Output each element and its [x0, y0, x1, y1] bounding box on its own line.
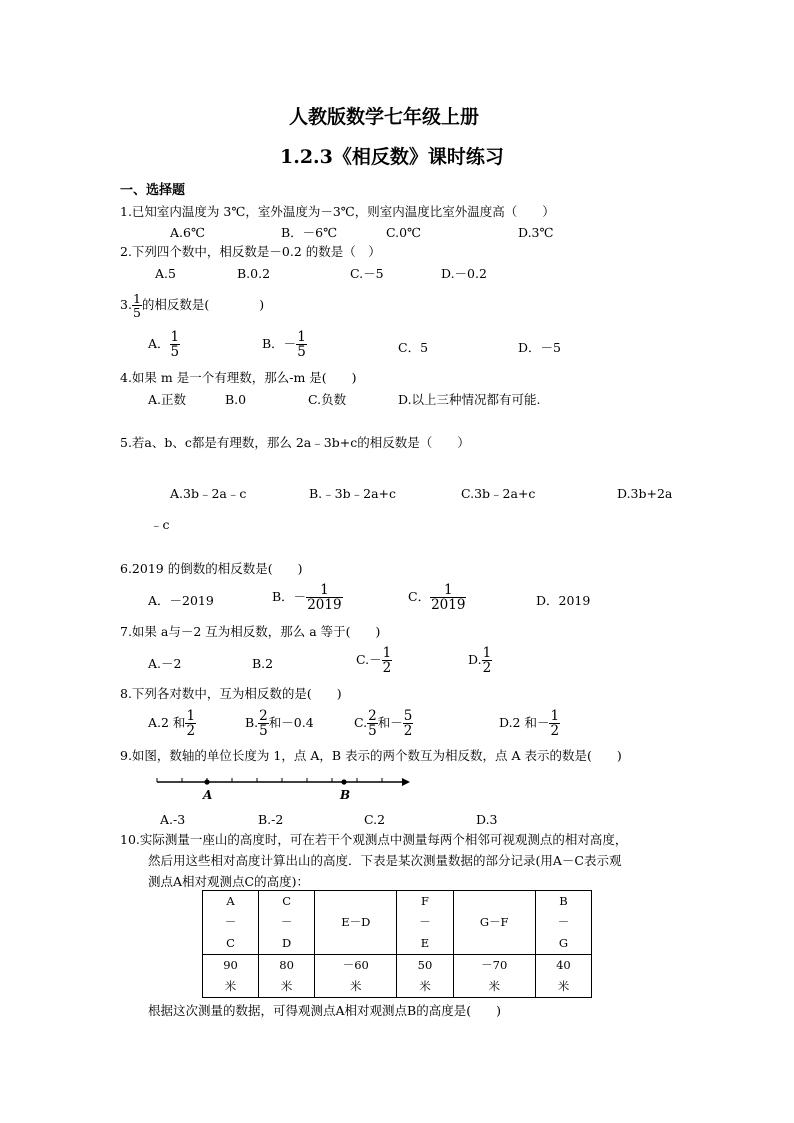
question-3-text: 的相反数是( )	[141, 297, 265, 313]
question-9-option-d: D.3	[476, 812, 498, 827]
question-4-stem: 4.如果 m 是一个有理数，那么-m 是( )	[120, 370, 357, 385]
question-3-fraction: $\frac{1}{5}$	[132, 291, 141, 321]
table-header-row	[203, 891, 592, 955]
question-10-line-2: 然后用这些相对高度计算出山的高度．下表是某次测量数据的部分记录(用A－C表示观	[148, 853, 622, 868]
table-header-cell: F － E	[397, 891, 453, 955]
question-7-option-b: B.2	[252, 656, 274, 671]
question-7-option-d: D. $\frac{1}{2}$	[468, 645, 492, 677]
question-4-option-d: D.以上三种情况都有可能.	[398, 392, 541, 407]
question-3-option-b: B．－ $\frac{1}{5}$	[262, 329, 306, 361]
question-3-option-a: A． $\frac{1}{5}$	[148, 329, 180, 361]
question-10-line-1: 10.实际测量一座山的高度时，可在若干个观测点中测量每两个相邻可视观测点的相对高度，	[120, 832, 628, 847]
question-8-option-b: B. $\frac{2}{5}$ 和－0.4	[245, 708, 314, 740]
table-cell: 50 米	[397, 955, 453, 998]
question-1-option-d: D.3℃	[518, 225, 554, 240]
table-cell: 90 米	[203, 955, 259, 998]
table-header-cell: A － C	[203, 891, 259, 955]
question-9-option-c: C.2	[364, 812, 386, 827]
question-2-option-c: C.－5	[350, 266, 384, 281]
number-line-label-b: B	[340, 788, 351, 802]
question-6-stem: 6.2019 的倒数的相反数是( )	[120, 561, 303, 576]
question-8-option-c: C. $\frac{2}{5}$ 和－ $\frac{5}{2}$	[354, 708, 413, 740]
question-6-option-c: C． $\frac{1}{2019}$	[408, 582, 466, 614]
table-row	[203, 955, 592, 998]
question-6-option-b: B．－ $\frac{1}{2019}$	[272, 582, 342, 614]
table-cell: 40 米	[535, 955, 591, 998]
question-2-option-b: B.0.2	[237, 266, 271, 281]
page-subtitle: 1.2.3《相反数》课时练习	[280, 146, 504, 168]
question-5-option-b: B.﹣3b﹣2a+c	[309, 486, 396, 501]
question-5-stem: 5.若a、b、c都是有理数，那么 2a﹣3b+c的相反数是（ ）	[120, 435, 470, 450]
table-header-cell: C － D	[259, 891, 315, 955]
question-3-option-c: C．5	[398, 340, 429, 355]
question-4-option-c: C.负数	[308, 392, 347, 407]
question-1-option-a: A.6℃	[170, 225, 205, 240]
question-7-stem: 7.如果 a与－2 互为相反数，那么 a 等于( )	[120, 624, 381, 639]
measurement-table	[202, 890, 592, 998]
question-3-number: 3.	[120, 297, 132, 313]
question-2-option-a: A.5	[155, 266, 176, 281]
table-header-cell: G－F	[453, 891, 535, 955]
table-header-cell: E－D	[315, 891, 397, 955]
question-7-option-c: C.－ $\frac{1}{2}$	[356, 645, 392, 677]
question-9-option-b: B.-2	[258, 812, 284, 827]
question-1-option-c: C.0℃	[386, 225, 422, 240]
question-2-stem: 2.下列四个数中，相反数是－0.2 的数是（ ）	[120, 244, 381, 259]
section-heading: 一、选择题	[120, 183, 186, 198]
question-4-option-a: A.正数	[148, 392, 187, 407]
question-5-option-a: A.3b﹣2a﹣c	[170, 486, 247, 501]
question-6-option-a: A．－2019	[148, 593, 214, 608]
table-cell: －60 米	[315, 955, 397, 998]
table-header-cell: B － G	[535, 891, 591, 955]
question-5-option-d: D.3b+2a	[617, 486, 673, 501]
question-9-option-a: A.-3	[160, 812, 186, 827]
question-6-option-d: D．2019	[536, 593, 591, 608]
question-10-line-3: 测点A相对观测点C的高度)：	[148, 874, 309, 889]
question-5-option-d-continued: ﹣c	[150, 517, 170, 532]
number-line-label-a: A	[203, 788, 213, 802]
question-8-option-a: A.2 和 $\frac{1}{2}$	[148, 708, 196, 740]
question-7-option-a: A.－2	[148, 656, 182, 671]
number-line	[150, 772, 412, 802]
table-cell: 80 米	[259, 955, 315, 998]
question-1-option-b: B．－6℃	[281, 225, 338, 240]
question-8-option-d: D.2 和－ $\frac{1}{2}$	[499, 708, 560, 740]
question-2-option-d: D.－0.2	[441, 266, 487, 281]
question-3-option-d: D．－5	[518, 340, 561, 355]
question-9-stem: 9.如图，数轴的单位长度为 1，点 A，B 表示的两个数互为相反数，点 A 表示的数是( )	[120, 748, 622, 763]
table-cell: －70 米	[453, 955, 535, 998]
question-3-stem	[120, 292, 264, 319]
question-10-question: 根据这次测量的数据，可得观测点A相对观测点B的高度是( )	[148, 1003, 501, 1018]
question-1-stem: 1.已知室内温度为 3℃，室外温度为－3℃，则室内温度比室外温度高（ ）	[120, 204, 555, 219]
question-5-option-c: C.3b﹣2a+c	[461, 486, 536, 501]
question-8-stem: 8.下列各对数中，互为相反数的是( )	[120, 686, 342, 701]
page-title: 人教版数学七年级上册	[289, 106, 480, 128]
question-4-option-b: B.0	[225, 392, 247, 407]
